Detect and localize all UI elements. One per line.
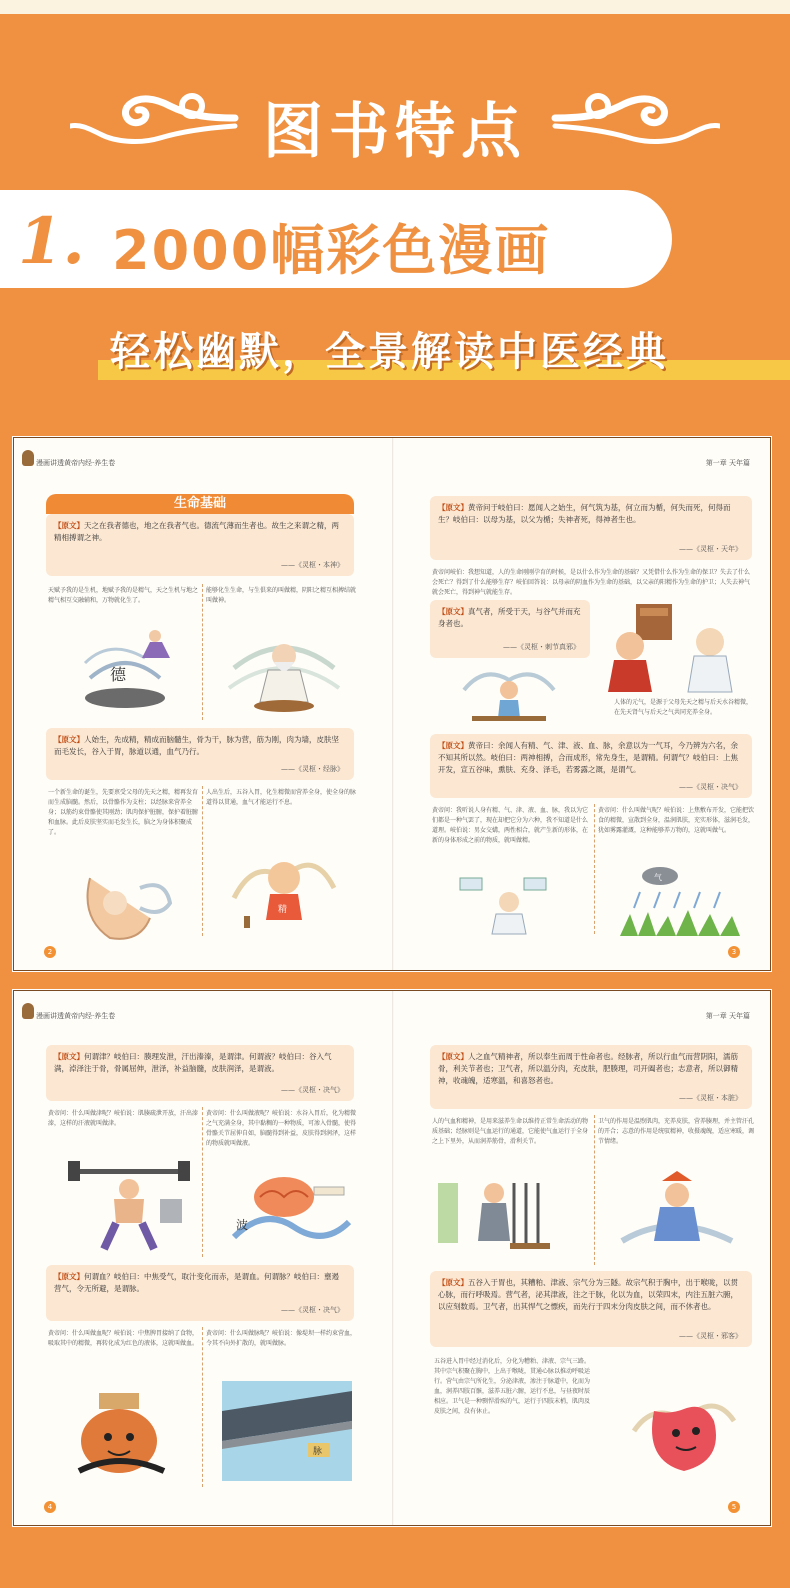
comic-illustration-birth — [70, 848, 180, 948]
page-number: 4 — [44, 1501, 56, 1513]
section-title: 图书特点 — [263, 97, 527, 167]
book-spread-1 — [13, 437, 771, 971]
quote-source: ——《灵枢・决气》 — [281, 1086, 344, 1094]
paragraph: 卫气的作用是温煦肌肉，充养皮肤，营养腠理，并主管汗孔的开合；志意的作用是统驭精神，收摄魂魄，适应寒暖，调节情绪。 — [598, 1118, 755, 1145]
top-strip — [0, 0, 790, 14]
right-running-head: 第一章 天年篇 — [705, 459, 750, 467]
divider — [202, 1107, 203, 1257]
quote-box — [46, 514, 354, 576]
quote-source: ——《灵枢・天年》 — [679, 545, 742, 553]
quote-tag: 【原文】 — [54, 521, 84, 530]
comic-illustration-baby — [224, 838, 344, 938]
quote-box — [430, 496, 752, 560]
quote-tag: 【原文】 — [438, 1278, 468, 1287]
quote-source: ——《灵枢・决气》 — [281, 1306, 344, 1314]
quote-text: 何谓津？岐伯曰：腠理发泄，汗出溱溱，是谓津。何谓液？岐伯曰：谷入气满，淖泽注于骨，骨属屈伸，泄泽，补益脑髓，皮肤润泽，是谓液。 — [54, 1052, 332, 1073]
label-bo: 波 — [236, 1218, 249, 1232]
quote-text: 五谷入于胃也，其糟粕、津液、宗气分为三隧。故宗气积于胸中，出于喉咙，以贯心脉，而行呼吸焉。营气者，泌其津液，注之于脉，化以为血，以荣四末，内注五脏六腑，以应刻数焉。卫气者，出其悍气之慓疾，而先行于四末分肉皮肤之间，而不休者也。 — [438, 1278, 738, 1311]
quote-source: ——《灵枢・本神》 — [281, 561, 344, 569]
comic-illustration-rain — [620, 858, 740, 936]
divider — [594, 1115, 595, 1265]
quote-tag: 【原文】 — [438, 607, 468, 616]
quote-tag: 【原文】 — [54, 735, 84, 744]
feature-pill — [0, 190, 672, 288]
quote-box — [430, 1271, 752, 1347]
quote-box — [46, 1045, 354, 1101]
book-spread-2 — [13, 990, 771, 1526]
book-spine — [392, 991, 394, 1525]
paragraph: 天赋予我的是生机，地赋予我的是精气，天之生机与地之精气相互交融辅和，万物就化生了。 — [48, 587, 199, 604]
book-logo-icon — [22, 1003, 34, 1019]
quote-text: 人之血气精神者，所以奉生而周于性命者也。经脉者，所以行血气而营阴阳，濡筋骨，利关节者也；卫气者，所以温分肉，充皮肤，肥腠理，司开阖者也；志意者，所以御精神，收魂魄，适寒温，和喜怒者也。 — [438, 1052, 738, 1085]
right-running-head: 第一章 天年篇 — [705, 1012, 750, 1020]
paragraph: 人的气血和精神，是用来滋养生命以维持正常生命活动的物质基础；经脉则是气血运行的通道，它能使气血运行于全身之上下里外，从而润养筋骨，滑利关节。 — [432, 1118, 589, 1145]
page-number: 5 — [728, 1501, 740, 1513]
label-mai: 脉 — [313, 1447, 323, 1457]
comic-illustration-pot — [64, 1371, 174, 1481]
paragraph: 人体的元气，是源于父母先天之精与后天水谷精微，在先天肾气与后天之气共同充养全身。 — [614, 699, 753, 716]
quote-tag: 【原文】 — [54, 1272, 84, 1281]
quote-box — [430, 734, 752, 798]
quote-source: ——《灵枢・刺节真邪》 — [503, 643, 580, 651]
comic-illustration-scholars — [454, 872, 564, 936]
paragraph: 黄帝问：什么叫做气呢？岐伯说：上焦敷布开发，它能把饮食的精微，宣散到全身，温润肌肤，充实形体，滋润毛发，犹如雾露灌溉，这种能够养万物的，这就叫做气。 — [598, 807, 755, 834]
quote-text: 天之在我者德也，地之在我者气也。德流气薄而生者也。故生之来谓之精，两精相搏谓之神。 — [54, 521, 339, 542]
paragraph: 黄帝问：什么叫做津呢？岐伯说：肌腠疏泄开放，汗出溱溱，这样的汗液就叫做津。 — [48, 1110, 199, 1127]
quote-text: 何谓血？岐伯曰：中焦受气，取汁变化而赤，是谓血。何谓脉？岐伯曰：壅遏营气，令无所避，是谓脉。 — [54, 1272, 339, 1293]
paragraph: 黄帝问：什么叫做血呢？岐伯说：中焦脾胃接纳了食物，吸取其中的精微，再转化成为红色的液体，这就叫做血。 — [48, 1330, 199, 1347]
paragraph: 能够化生生命，与生俱来的叫做精，阴阳之精互相搏结就叫做神。 — [206, 587, 357, 604]
quote-tag: 【原文】 — [54, 1052, 84, 1061]
chapter-banner: 生命基础 — [46, 494, 354, 514]
quote-source: ——《灵枢・经脉》 — [281, 765, 344, 773]
quote-source: ——《灵枢・邪客》 — [679, 1332, 742, 1340]
paragraph: 一个新生命的诞生，先要禀受父母的先天之精，精再发育而生成脑髓。然后，以骨骼作为支柱；以经脉来营养全身；以筋约束骨骼使其刚劲；肌肉保护脏腑，保护着脏腑和血脉。此后皮肤坚实而毛发生长，脑之为身体积聚成了。 — [48, 789, 199, 836]
paragraph: 黄帝问：什么叫做液呢？岐伯说：水谷入胃后，化为精微之气充满全身，其中黏稠的一种物质，可渗入骨髓，使得骨骼关节屈伸自如，脑髓得到补益，皮肤得到润泽，这样的物质就叫做液。 — [206, 1110, 357, 1147]
comic-illustration-elders — [600, 596, 750, 696]
feature-subtitle: 轻松幽默，全景解读中医经典 — [110, 329, 669, 375]
quote-tag: 【原文】 — [438, 741, 468, 750]
quote-source: ——《灵枢・本脏》 — [679, 1094, 742, 1102]
left-running-head: 漫画讲透黄帝内经·养生卷 — [36, 459, 116, 467]
quote-text: 真气者，所受于天，与谷气并而充身者也。 — [438, 607, 581, 628]
quote-box — [430, 600, 590, 658]
divider — [202, 584, 203, 720]
paragraph: 人出生后，五谷入胃，化生精微而营养全身，使全身的脉道得以贯通，血气才能运行不息。 — [206, 789, 357, 806]
label-qi: 气 — [654, 873, 662, 882]
paragraph: 黄帝问岐伯：我想知道，人的生命刚刚孕育的时候，是以什么作为生命的基础？又凭借什么作为生命的保卫？失去了什么会死亡？得到了什么能够生存？岐伯回答说：以母亲的阴血作为生命的基础，以父亲的阳精作为生命的护卫；人失去神气就会死亡，得到神气就能生存。 — [432, 569, 751, 596]
paragraph: 五谷进入胃中经过消化后，分化为糟粕、津液、宗气三路。其中宗气积聚在胸中，上出于喉咙，贯通心脉以推动呼吸运行。营气由宗气所化生，分泌津液，渗注于脉道中，化而为血，润养四肢百骸，滋养五脏六腑，运行不息，与昼夜时辰相应。卫气是一种剽悍滑疾的气，运行于四肢末梢，肌肉及皮肤之间，没有休止。 — [434, 1358, 591, 1415]
comic-illustration-brain — [224, 1167, 354, 1257]
page-number: 3 — [728, 946, 740, 958]
comic-illustration-guard — [438, 1163, 578, 1259]
feature-title: 2000幅彩色漫画 — [112, 219, 551, 282]
book-logo-icon — [22, 450, 34, 466]
book-spine — [392, 438, 394, 970]
quote-tag: 【原文】 — [438, 1052, 468, 1061]
quote-source: ——《灵枢・决气》 — [679, 783, 742, 791]
paragraph: 黄帝问：什么叫做脉呢？岐伯说：像堤坝一样约束营血，令其不向外扩散的，就叫做脉。 — [206, 1330, 357, 1347]
divider — [594, 804, 595, 934]
comic-illustration-de — [70, 618, 180, 718]
divider — [202, 786, 203, 936]
label-jing: 精 — [278, 905, 288, 915]
left-running-head: 漫画讲透黄帝内经·养生卷 — [36, 1012, 116, 1020]
comic-illustration-dam — [222, 1381, 352, 1481]
comic-illustration-stomach — [614, 1371, 744, 1481]
quote-box — [430, 1045, 752, 1109]
section-header — [0, 60, 790, 170]
feature-number: 1. — [18, 204, 85, 279]
comic-illustration-weightlifter — [64, 1159, 194, 1255]
quote-text: 黄帝问于岐伯曰：愿闻人之始生，何气筑为基，何立而为楯，何失而死，何得而生？岐伯曰：以母为基，以父为楯；失神者死，得神者生也。 — [438, 503, 731, 524]
comic-illustration-general — [612, 1161, 742, 1257]
comic-illustration-sage — [224, 618, 344, 718]
quote-text: 人始生，先成精，精成而脑髓生，骨为干，脉为营，筋为刚，肉为墙，皮肤坚而毛发长，谷入于胃，脉道以通，血气乃行。 — [54, 735, 339, 756]
quote-tag: 【原文】 — [438, 503, 468, 512]
divider — [202, 1327, 203, 1487]
paragraph: 黄帝问：我听说人身有精、气、津、液、血、脉，我以为它们都是一种气罢了，现在却把它分为六种，我不知道是什么道理。岐伯说：男女交媾，两性相合，就产生新的形体，在新的身体形成之前的物质，就叫做精。 — [432, 807, 589, 844]
quote-text: 黄帝曰：余闻人有精、气、津、液、血、脉，余意以为一气耳，今乃辨为六名，余不知其所以然。岐伯曰：两神相搏，合而成形，常先身生，是谓精。何谓气？岐伯曰：上焦开发，宣五谷味，熏肤、充身、泽毛，若雾露之溉，是谓气。 — [438, 741, 738, 774]
page-number: 2 — [44, 946, 56, 958]
quote-box — [46, 1265, 354, 1321]
comic-illustration-qi-boy — [454, 660, 564, 724]
label-de: 德 — [110, 665, 127, 684]
quote-box — [46, 728, 354, 780]
